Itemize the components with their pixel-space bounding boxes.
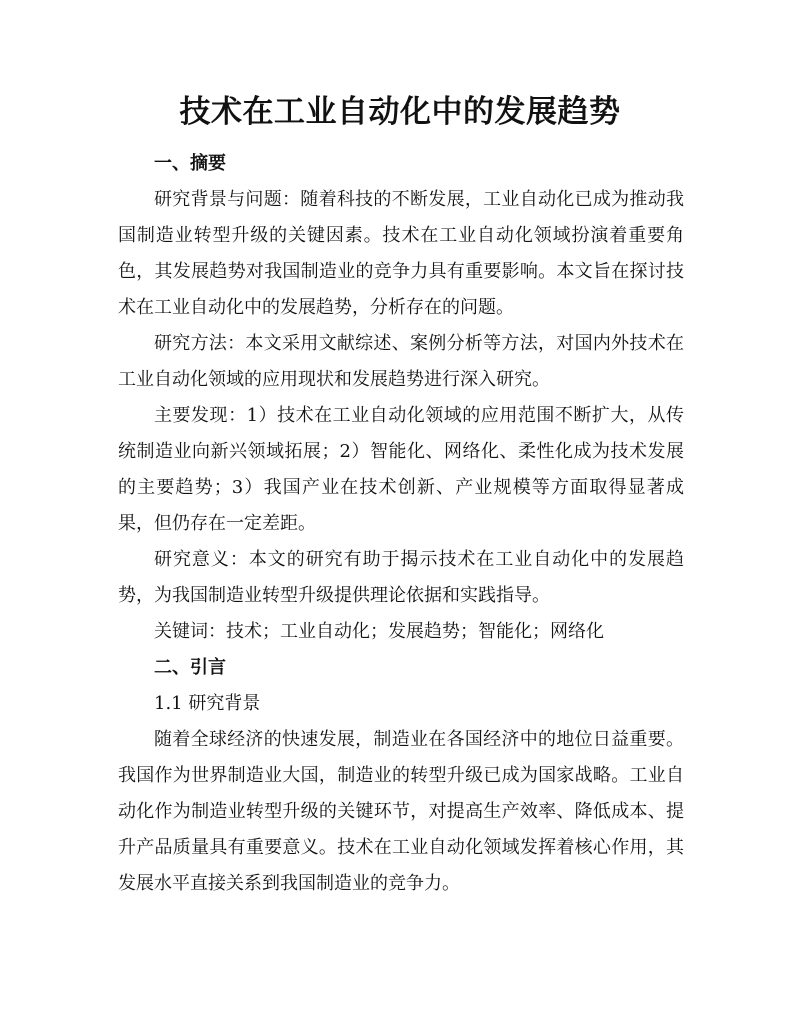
- paragraph-methods: 研究方法：本文采用文献综述、案例分析等方法，对国内外技术在工业自动化领域的应用现状和发展趋势进行深入研究。: [118, 333, 684, 390]
- document-title: 技术在工业自动化中的发展趋势: [179, 94, 621, 130]
- paragraph-background: 研究背景与问题：随着科技的不断发展，工业自动化已成为推动我国制造业转型升级的关键因素。技术在工业自动化领域扮演着重要角色，其发展趋势对我国制造业的竞争力具有重要影响。本文旨在探讨技术在工业自动化中的发展趋势，分析存在的问题。: [118, 189, 684, 318]
- document-body: [118, 146, 684, 902]
- section-heading-introduction: 二、引言: [154, 657, 226, 678]
- subsection-heading-research-background: 1.1 研究背景: [154, 693, 261, 714]
- section-heading-abstract: 一、摘要: [154, 153, 226, 174]
- paragraph-keywords: 关键词：技术；工业自动化；发展趋势；智能化；网络化: [154, 621, 604, 642]
- paragraph-significance: 研究意义：本文的研究有助于揭示技术在工业自动化中的发展趋势，为我国制造业转型升级提供理论依据和实践指导。: [118, 549, 684, 606]
- paragraph-findings: 主要发现：1）技术在工业自动化领域的应用范围不断扩大，从传统制造业向新兴领域拓展；2）智能化、网络化、柔性化成为技术发展的主要趋势；3）我国产业在技术创新、产业规模等方面取得显著成果，但仍存在一定差距。: [118, 405, 684, 534]
- paragraph-introduction: 随着全球经济的快速发展，制造业在各国经济中的地位日益重要。我国作为世界制造业大国，制造业的转型升级已成为国家战略。工业自动化作为制造业转型升级的关键环节，对提高生产效率、降低成本、提升产品质量具有重要意义。技术在工业自动化领域发挥着核心作用，其发展水平直接关系到我国制造业的竞争力。: [118, 729, 684, 894]
